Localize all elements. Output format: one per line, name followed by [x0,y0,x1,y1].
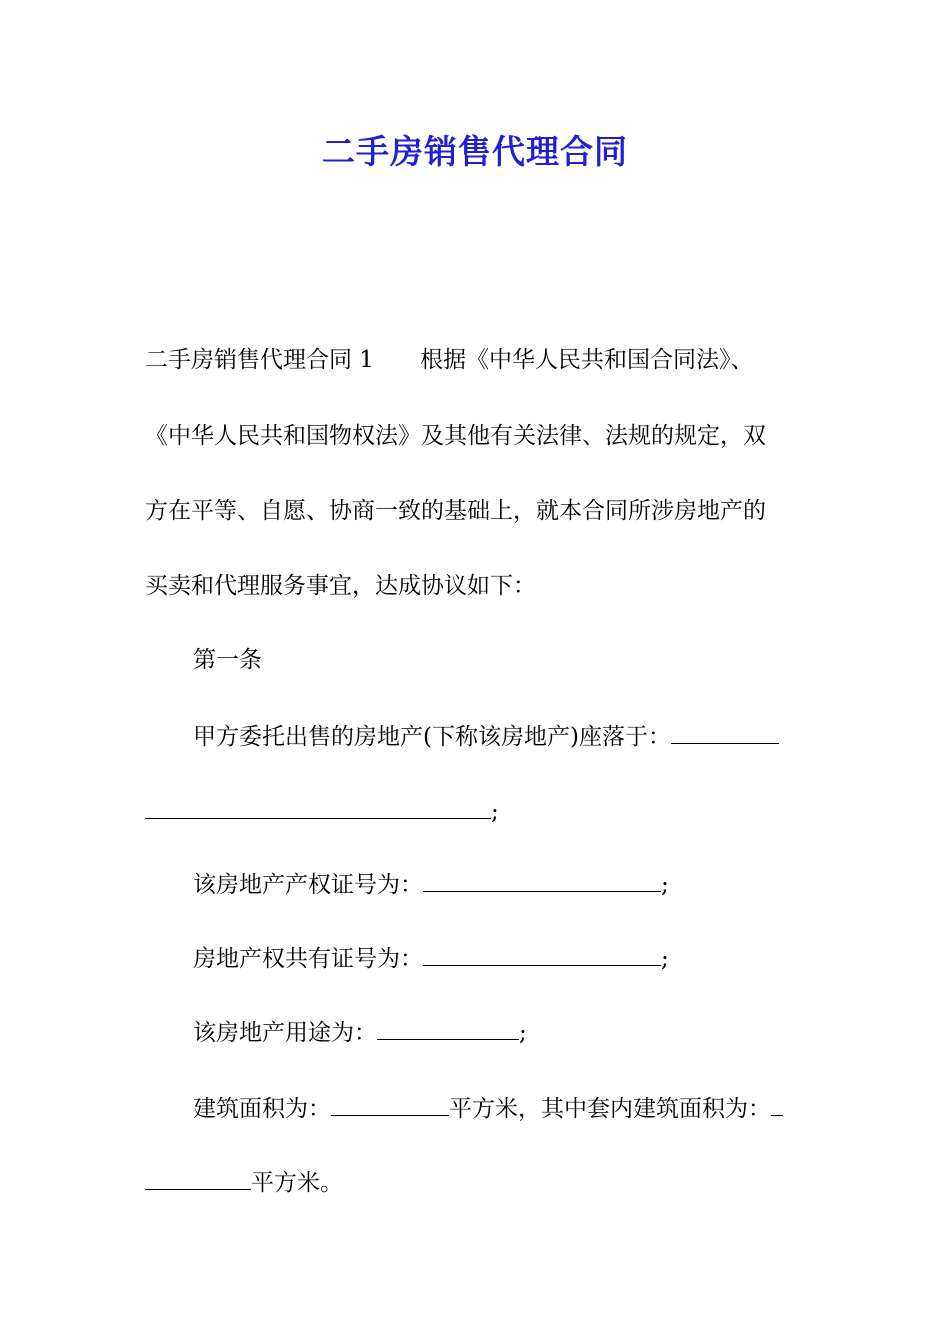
intro-line-1 [145,343,815,377]
coowner-cert-semicolon: ; [661,946,669,972]
coowner-cert-label: 房地产权共有证号为： [193,946,423,972]
intro-line-2: 《中华人民共和国物权法》及其他有关法律、法规的规定，双 [145,423,766,449]
document-title: 二手房销售代理合同 [322,132,628,171]
property-cert-label: 该房地产产权证号为： [193,872,423,898]
inner-area-blank-1[interactable] [771,1093,783,1116]
location-line [193,720,815,754]
usage-line [193,1016,815,1050]
area-line-cont [145,1166,815,1200]
property-cert-line [193,868,815,902]
location-blank-2[interactable] [145,796,491,819]
inner-area-blank-2[interactable] [145,1167,251,1190]
coowner-cert-blank[interactable] [423,943,661,966]
area-unit-mid: 平方米，其中套内建筑面积为： [449,1096,771,1122]
coowner-cert-line [193,942,815,976]
property-cert-semicolon: ; [661,872,669,898]
location-label: 甲方委托出售的房地产(下称该房地产)座落于： [193,724,671,750]
intro-line-4: 买卖和代理服务事宜，达成协议如下： [145,573,536,599]
location-line-cont [145,795,815,829]
area-label: 建筑面积为： [193,1096,331,1122]
usage-label: 该房地产用途为： [193,1020,377,1046]
intro-heading: 二手房销售代理合同 1 [145,347,374,373]
property-cert-blank[interactable] [423,869,661,892]
usage-blank[interactable] [377,1017,519,1040]
area-line [193,1092,815,1126]
usage-semicolon: ; [519,1020,527,1046]
location-blank-1[interactable] [671,721,779,744]
area-unit-end: 平方米。 [251,1170,343,1196]
location-semicolon: ; [491,799,499,825]
intro-line-3: 方在平等、自愿、协商一致的基础上，就本合同所涉房地产的 [145,498,766,524]
article-heading: 第一条 [193,647,262,673]
intro-text-1: 根据《中华人民共和国合同法》、 [419,347,754,373]
area-blank[interactable] [331,1093,449,1116]
